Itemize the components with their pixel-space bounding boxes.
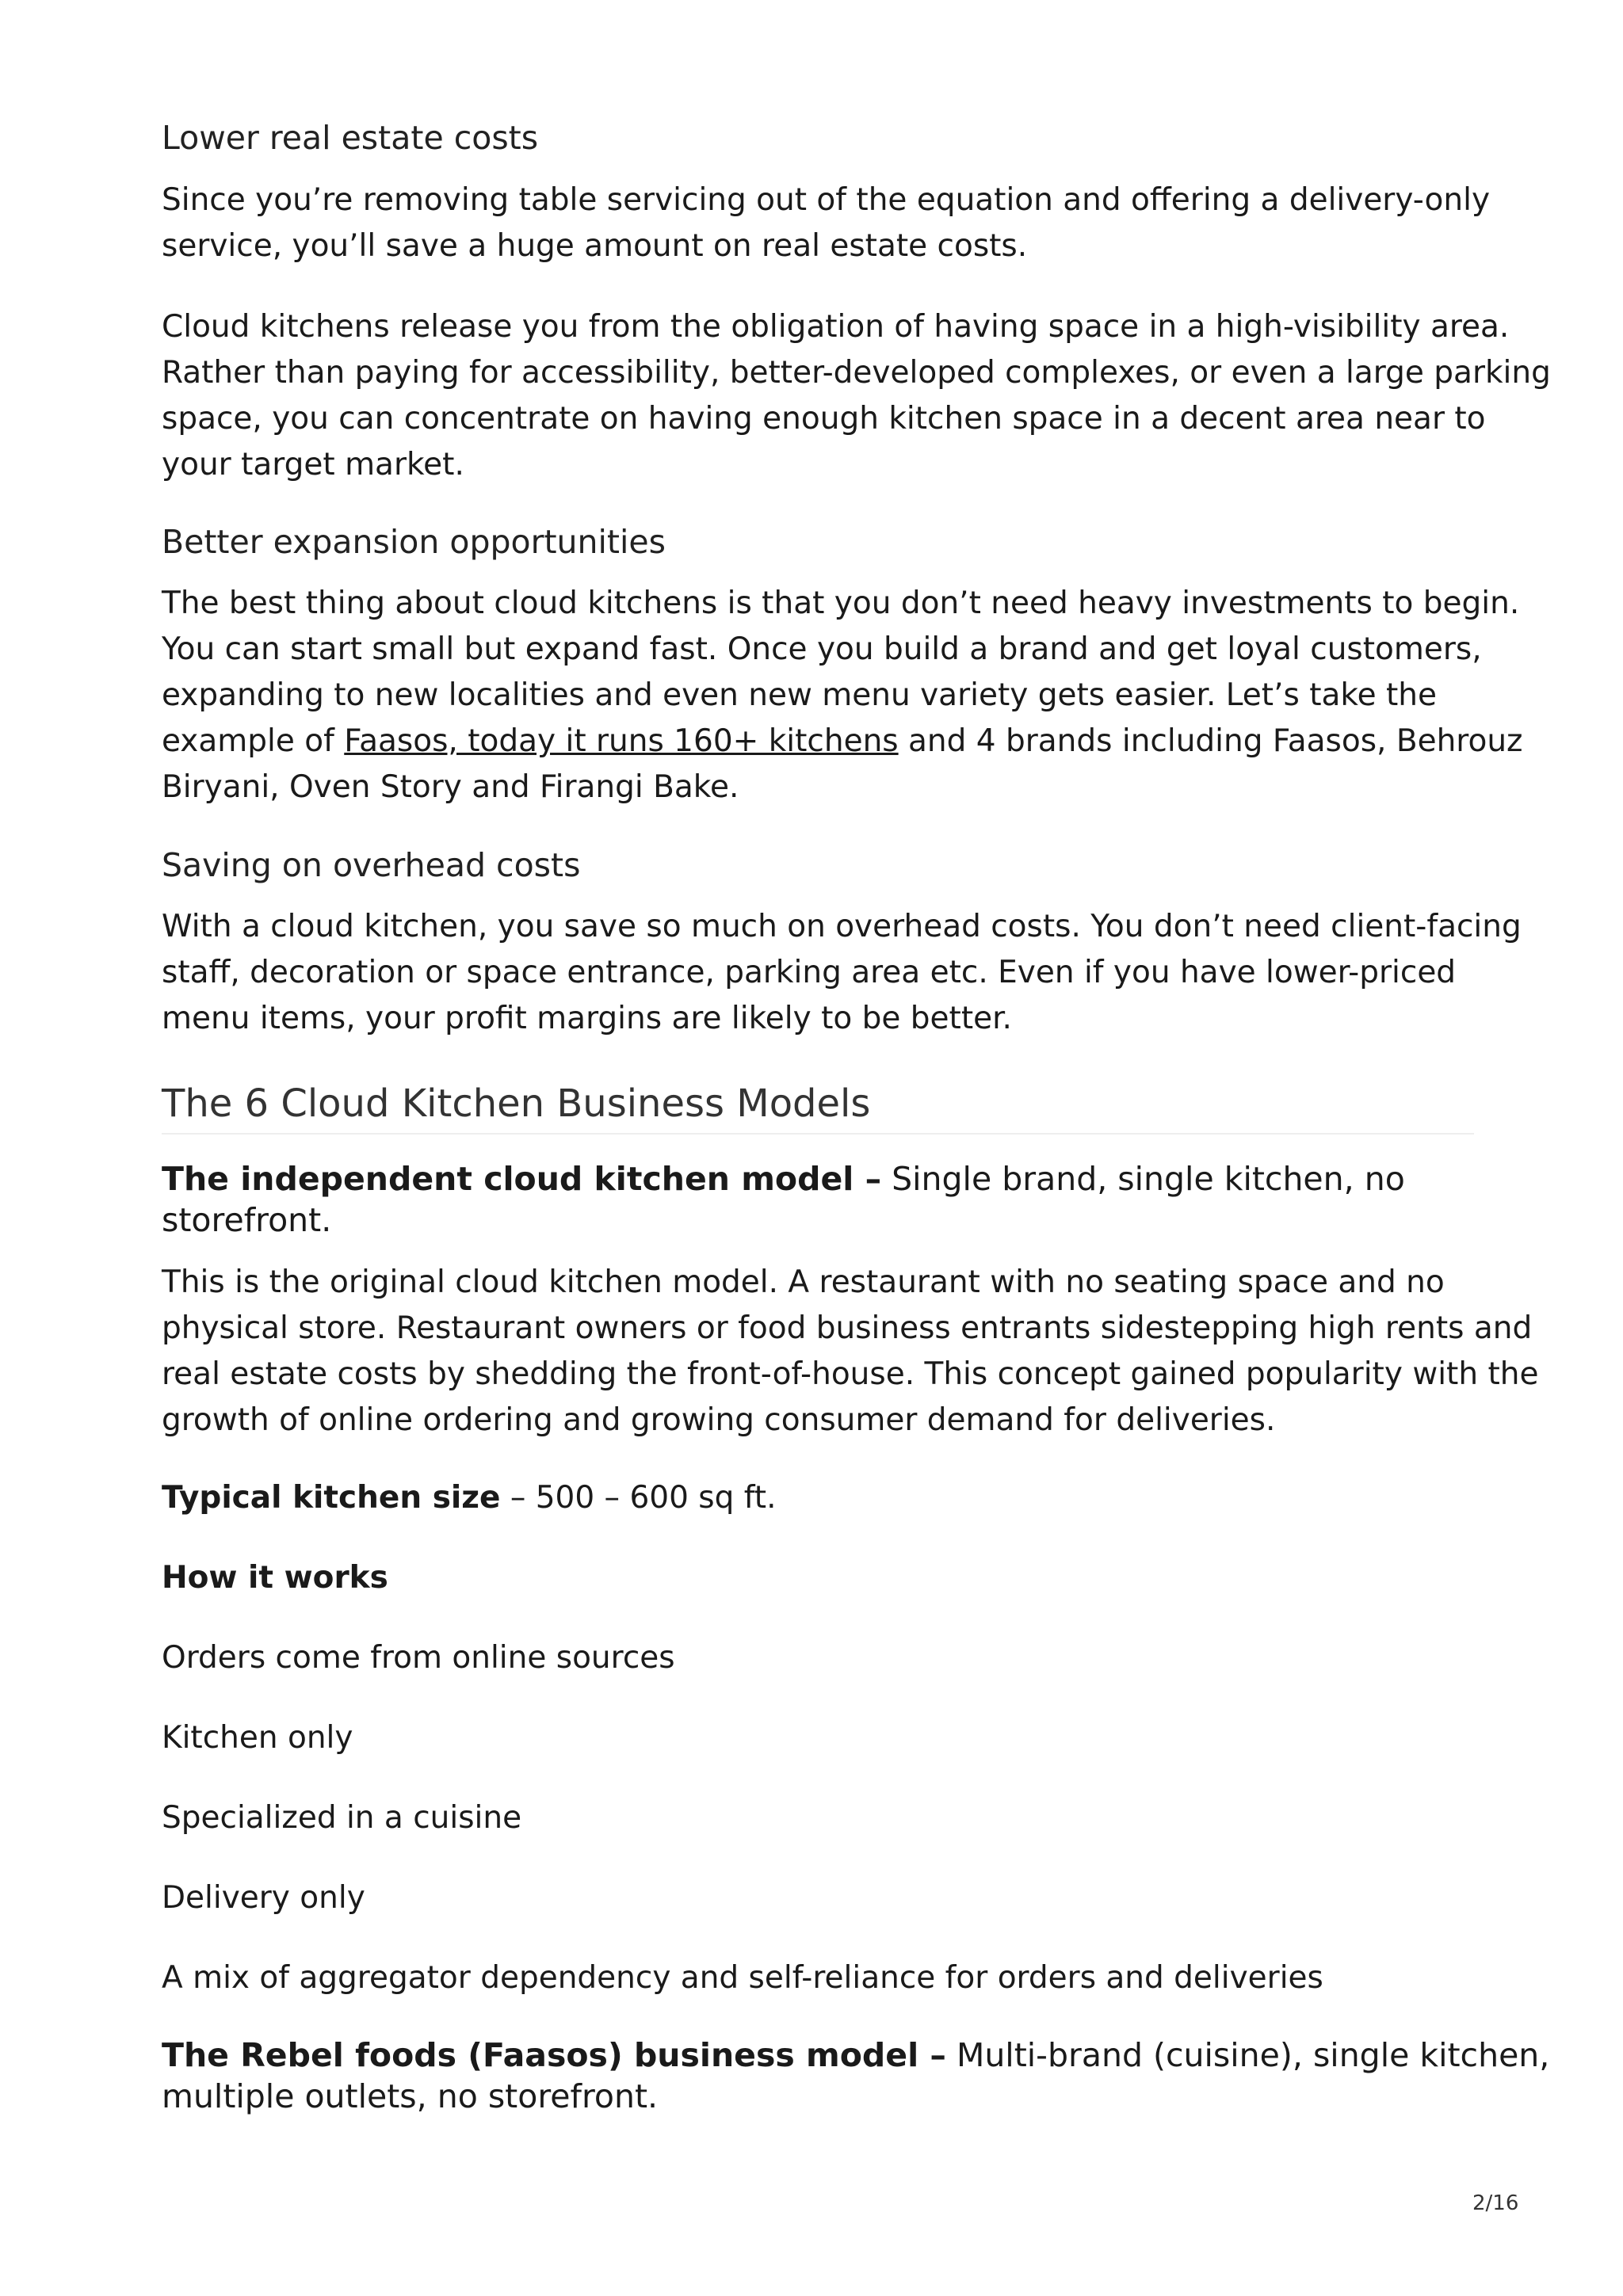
text-line: Biryani, Oven Story and Firangi Bake. bbox=[162, 769, 739, 805]
paragraph-real-estate-2 bbox=[162, 304, 1551, 488]
heading-better-expansion-opportunities: Better expansion opportunities bbox=[162, 523, 666, 561]
how-it-works-point: A mix of aggregator dependency and self-reliance for orders and deliveries bbox=[162, 1960, 1323, 1996]
heading-independent-model bbox=[162, 1158, 1474, 1241]
model-summary: Multi-brand (cuisine), single kitchen, bbox=[945, 2036, 1550, 2074]
kitchen-size-value: – 500 – 600 sq ft. bbox=[500, 1480, 777, 1516]
how-it-works-point: Kitchen only bbox=[162, 1720, 353, 1756]
how-it-works-text: How it works bbox=[162, 1560, 388, 1596]
faasos-kitchens-link[interactable]: Faasos, today it runs 160+ kitchens bbox=[344, 723, 899, 759]
text-line: real estate costs by shedding the front-of-house. This concept gained popularity with the bbox=[162, 1356, 1539, 1392]
text-line: growth of online ordering and growing consumer demand for deliveries. bbox=[162, 1402, 1276, 1438]
heading-saving-on-overhead-costs: Saving on overhead costs bbox=[162, 846, 581, 884]
text-line: This is the original cloud kitchen model. A restaurant with no seating space and no bbox=[162, 1264, 1445, 1300]
text-line: multiple outlets, no storefront. bbox=[162, 2077, 659, 2115]
paragraph-expansion bbox=[162, 581, 1523, 810]
text-line: expanding to new localities and even new menu variety gets easier. Let’s take the bbox=[162, 677, 1437, 713]
text-line: With a cloud kitchen, you save so much on overhead costs. You don’t need client-facing bbox=[162, 909, 1522, 944]
paragraph-real-estate-1 bbox=[162, 177, 1491, 269]
model-summary: Single brand, single kitchen, no bbox=[881, 1160, 1405, 1198]
text-line: storefront. bbox=[162, 1201, 332, 1239]
how-it-works-label bbox=[162, 1555, 388, 1601]
heading-rebel-foods-model bbox=[162, 2035, 1550, 2117]
text-line: staff, decoration or space entrance, parking area etc. Even if you have lower-priced bbox=[162, 955, 1457, 990]
text-line bbox=[162, 2035, 1550, 2076]
paragraph-independent-description bbox=[162, 1260, 1539, 1444]
text-line: space, you can concentrate on having enough kitchen space in a decent area near to bbox=[162, 401, 1486, 437]
text-line: menu items, your profit margins are likely to be better. bbox=[162, 1001, 1012, 1036]
text-line: your target market. bbox=[162, 447, 464, 482]
text-line: The best thing about cloud kitchens is that you don’t need heavy investments to begin. bbox=[162, 585, 1520, 621]
text-line: Cloud kitchens release you from the obligation of having space in a high-visibility area. bbox=[162, 309, 1510, 345]
text-line: physical store. Restaurant owners or food business entrants sidestepping high rents and bbox=[162, 1310, 1533, 1346]
paragraph-overhead bbox=[162, 904, 1522, 1042]
how-it-works-point: Delivery only bbox=[162, 1880, 365, 1916]
heading-cloud-kitchen-business-models: The 6 Cloud Kitchen Business Models bbox=[162, 1079, 1474, 1135]
page-number: 2/16 bbox=[1472, 2191, 1519, 2215]
kitchen-size-label: Typical kitchen size bbox=[162, 1480, 501, 1516]
text-fragment: and 4 brands including Faasos, Behrouz bbox=[898, 723, 1523, 759]
text-line: Rather than paying for accessibility, better-developed complexes, or even a large parking bbox=[162, 355, 1551, 391]
model-name: The independent cloud kitchen model – bbox=[162, 1160, 882, 1198]
text-fragment: example of bbox=[162, 723, 345, 759]
typical-kitchen-size bbox=[162, 1475, 777, 1521]
text-line: You can start small but expand fast. Once you build a brand and get loyal customers, bbox=[162, 631, 1482, 667]
text-line bbox=[162, 719, 1523, 765]
how-it-works-point: Orders come from online sources bbox=[162, 1640, 675, 1676]
how-it-works-point: Specialized in a cuisine bbox=[162, 1800, 522, 1836]
text-line: service, you’ll save a huge amount on real estate costs. bbox=[162, 228, 1028, 264]
model-name: The Rebel foods (Faasos) business model – bbox=[162, 2036, 946, 2074]
text-line bbox=[162, 1158, 1474, 1199]
heading-lower-real-estate-costs: Lower real estate costs bbox=[162, 119, 539, 157]
text-line: Since you’re removing table servicing out of the equation and offering a delivery-only bbox=[162, 182, 1491, 218]
